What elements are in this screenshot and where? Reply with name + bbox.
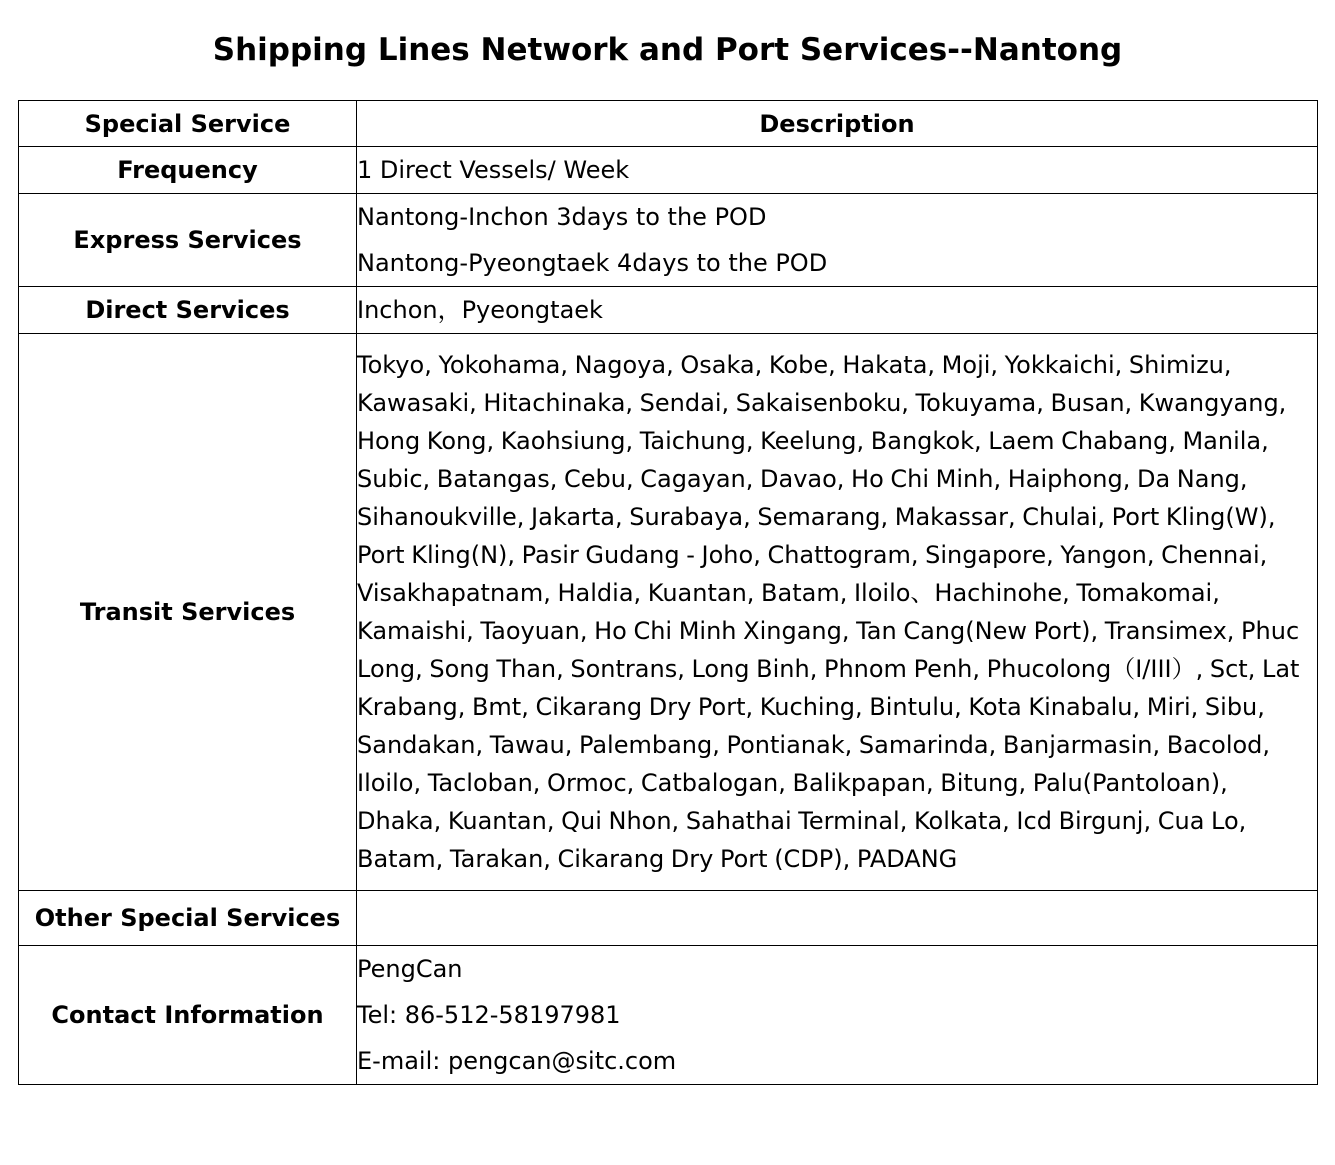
page-title: Shipping Lines Network and Port Services--Nantong <box>212 32 1123 68</box>
frequency-value: 1 Direct Vessels/ Week <box>357 156 630 184</box>
direct-value: Inchon，Pyeongtaek <box>357 296 603 324</box>
contact-name: PengCan <box>357 955 463 983</box>
contact-description <box>357 946 1318 1085</box>
express-description <box>357 194 1318 287</box>
table-row-direct <box>19 287 1318 334</box>
table-row-express <box>19 194 1318 287</box>
transit-ports-list: Tokyo, Yokohama, Nagoya, Osaka, Kobe, Hakata, Moji, Yokkaichi, Shimizu, Kawasaki, Hitachinaka, Sendai, Sakaisenboku, Tokuyama, Busan, Kwangyang, Hong Kong, Kaohsiung, Taichung, Keelung, Bangkok, Laem Chabang, Manila, Subic, Batangas, Cebu, Cagayan, Davao, Ho Chi Minh, Haiphong, Da Nang, Sihanoukville, Jakarta, Surabaya, Semarang, Makassar, Chulai, Port Kling(W), Port Kling(N), Pasir Gudang - Joho, Chattogram, Singapore, Yangon, Chennai, Visakhapatnam, Haldia, Kuantan, Batam, Iloilo、Hachinohe, Tomakomai, Kamaishi, Taoyuan, Ho Chi Minh Xingang, Tan Cang(New Port), Transimex, Phuc Long, Song Than, Sontrans, Long Binh, Phnom Penh, Phucolong（I/III）, Sct, Lat Krabang, Bmt, Cikarang Dry Port, Kuching, Bintulu, Kota Kinabalu, Miri, Sibu, Sandakan, Tawau, Palembang, Pontianak, Samarinda, Banjarmasin, Bacolod, Iloilo, Tacloban, Ormoc, Catbalogan, Balikpapan, Bitung, Palu(Pantoloan), Dhaka, Kuantan, Qui Nhon, Sahathai Terminal, Kolkata, Icd Birgunj, Cua Lo, Batam, Tarakan, Cikarang Dry Port (CDP), PADANG <box>357 351 1300 873</box>
transit-label: Transit Services <box>19 334 357 891</box>
table-row-frequency <box>19 147 1318 194</box>
table-row-other <box>19 891 1318 946</box>
direct-description <box>357 287 1318 334</box>
express-line-pyeongtaek: Nantong-Pyeongtaek 4days to the POD <box>357 249 828 277</box>
frequency-description <box>357 147 1318 194</box>
direct-label: Direct Services <box>19 287 357 334</box>
express-label: Express Services <box>19 194 357 287</box>
header-description: Description <box>357 101 1318 147</box>
contact-email: E-mail: pengcan@sitc.com <box>357 1047 677 1075</box>
table-row-contact <box>19 946 1318 1085</box>
header-special-service: Special Service <box>19 101 357 147</box>
contact-label: Contact Information <box>19 946 357 1085</box>
transit-description <box>357 334 1318 891</box>
other-label: Other Special Services <box>19 891 357 946</box>
table-header-row <box>19 101 1318 147</box>
contact-tel: Tel: 86-512-58197981 <box>357 1001 621 1029</box>
service-table <box>18 100 1318 1085</box>
frequency-label: Frequency <box>19 147 357 194</box>
table-row-transit <box>19 334 1318 891</box>
express-line-inchon: Nantong-Inchon 3days to the POD <box>357 203 767 231</box>
other-description <box>357 891 1318 946</box>
